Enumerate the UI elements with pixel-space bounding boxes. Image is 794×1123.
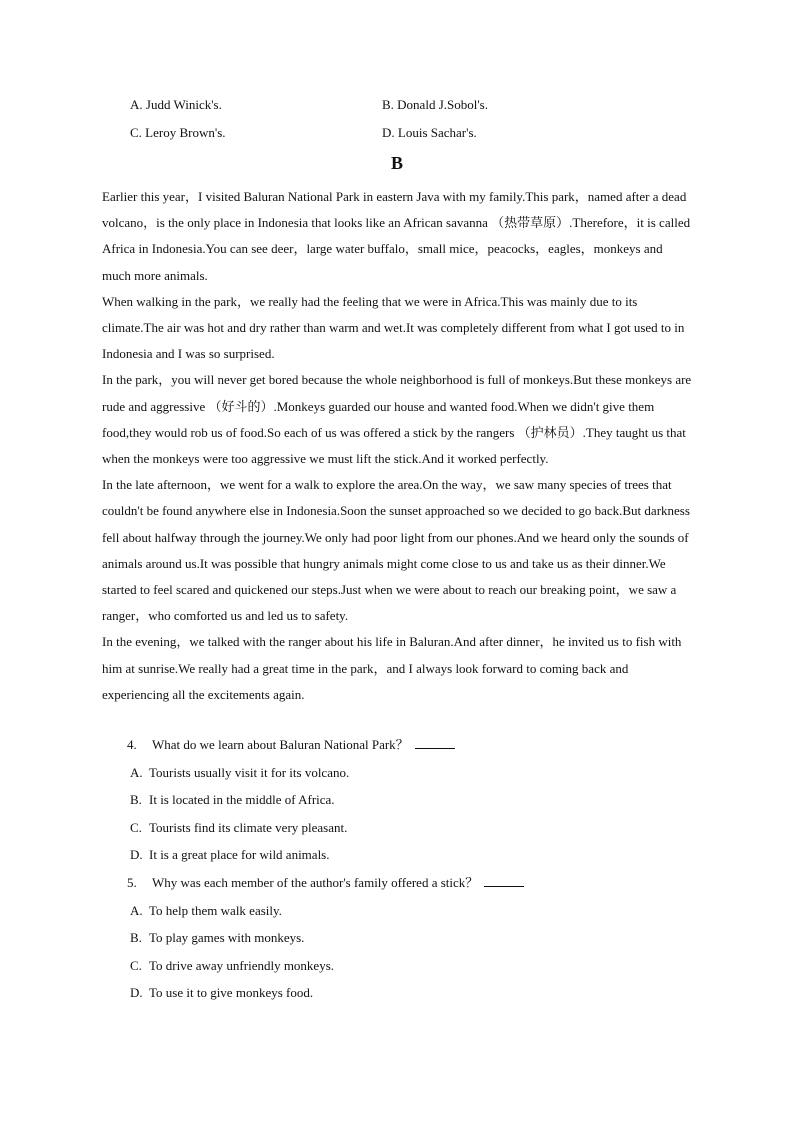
question-4-stem: 4. What do we learn about Baluran National Park？: [0, 731, 794, 759]
question-4-option-b: B. It is located in the middle of Africa.: [130, 792, 335, 808]
question-5-option-c: C. To drive away unfriendly monkeys.: [130, 957, 335, 973]
question-4-option-d: D. It is a great place for wild animals.: [130, 847, 330, 863]
answer-blank[interactable]: [484, 874, 524, 887]
option-c: C. Leroy Brown's.: [130, 125, 226, 140]
paragraph-2: When walking in the park，we really had the feeling that we were in Africa.This was mainly due to its climate.The air was hot and dry rather than warm and wet.It was completely different from what I got used to in Indonesia and I was so surprised.: [102, 293, 685, 362]
option-b: B. Donald J.Sobol's.: [382, 97, 488, 112]
section-title: B: [390, 153, 403, 173]
question-4-option-a: A. Tourists usually visit it for its volcano.: [130, 764, 350, 780]
option-a: A. Judd Winick's.: [130, 97, 222, 112]
questions: [0, 731, 794, 1007]
question-5-option-b: B. To play games with monkeys.: [130, 930, 305, 946]
paragraph-3: In the park，you will never get bored because the whole neighborhood is full of monkeys.But these monkeys are rude and aggressive （好斗的）.Monkeys guarded our house and wanted food.When we didn't give them food,they would rob us of food.So each of us was offered a stick by the rangers （护林员）.They taught us that when the monkeys were too aggressive we must lift the stick.And it worked perfectly.: [102, 372, 692, 467]
option-d: D. Louis Sachar's.: [382, 125, 477, 140]
paragraph-5: In the evening，we talked with the ranger about his life in Baluran.And after dinner，he invited us to fish with him at sunrise.We really had a great time in the park，and I always look forward to coming back and experiencing all the excitements again.: [102, 634, 682, 702]
paragraph-4: In the late afternoon，we went for a walk to explore the area.On the way，we saw many species of trees that couldn't be found anywhere else in Indonesia.Soon the sunset approached so we decided to go back.But darkness fell about halfway through the journey.We only had poor light from our phones.And we heard only the sounds of animals around us.It was possible that hungry animals might come close to us and take us as their dinner.We started to feel scared and quickened our steps.Just when we were about to reach our breaking point，we saw a ranger，who comforted us and led us to safety.: [102, 477, 690, 624]
paragraph-1: Earlier this year，I visited Baluran National Park in eastern Java with my family.This park，named after a dead volcano，is the only place in Indonesia that looks like an African savanna （热带草原）.Therefore，it is called Africa in Indonesia.You can see deer，large water buffalo，small mice，peacocks，eagles，monkeys and much more animals.: [102, 189, 691, 283]
question-5-option-d: D. To use it to give monkeys food.: [130, 985, 314, 1001]
question-4-option-c: C. Tourists find its climate very pleasant.: [130, 819, 348, 835]
reading-passage: [102, 184, 694, 708]
answer-blank[interactable]: [415, 736, 455, 749]
previous-question-options: [130, 96, 650, 142]
question-5-option-a: A. To help them walk easily.: [130, 902, 282, 918]
question-5-stem: 5. Why was each member of the author's family offered a stick？: [0, 869, 794, 897]
